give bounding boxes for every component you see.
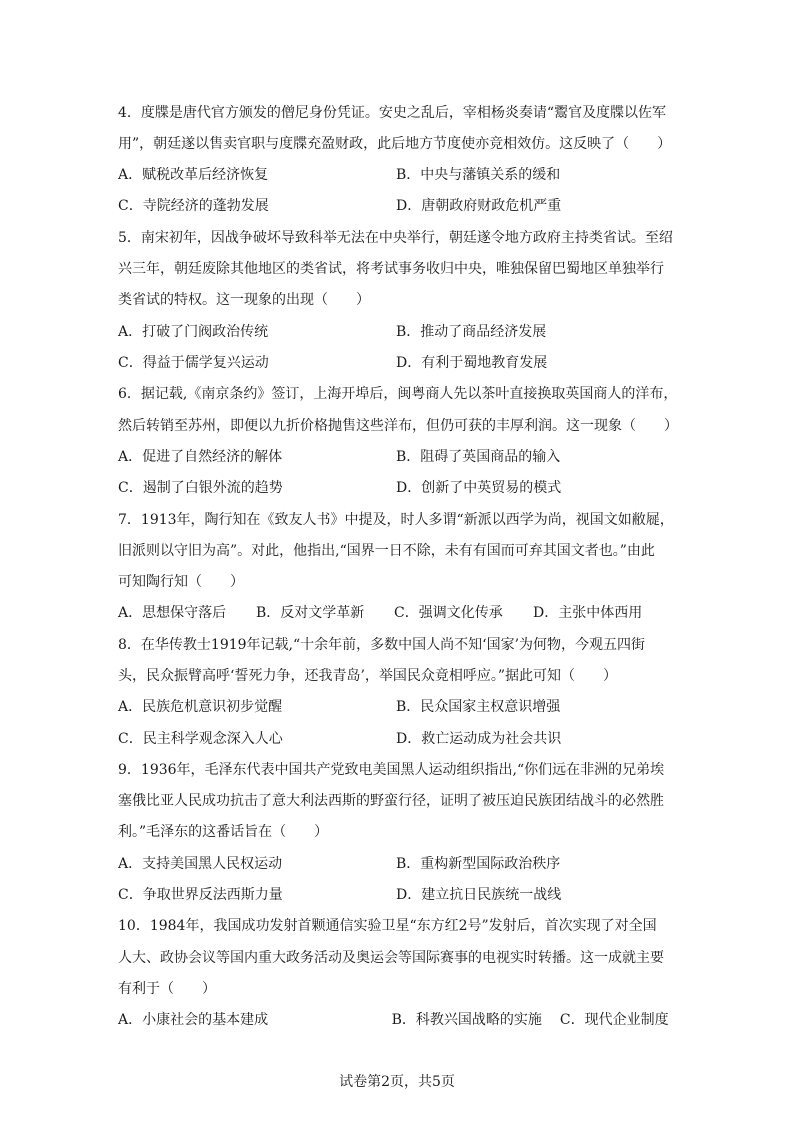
question-stem-line: 有利于（ ） <box>118 980 216 997</box>
question-7 <box>118 505 678 630</box>
option-a[interactable]: A．赋税改革后经济恢复 <box>118 167 269 184</box>
options-row <box>118 473 678 504</box>
option-a[interactable]: A．思想保守落后 <box>118 605 227 622</box>
option-a[interactable]: A．支持美国黑人民权运动 <box>118 855 283 872</box>
option-c[interactable]: C．寺院经济的蓬勃发展 <box>118 198 269 215</box>
option-b[interactable]: B．科教兴国战略的实施 <box>391 1012 542 1029</box>
question-6 <box>118 379 678 504</box>
option-b[interactable]: B．重构新型国际政治秩序 <box>396 855 561 872</box>
option-c[interactable]: C．民主科学观念深入人心 <box>118 730 283 747</box>
question-5 <box>118 223 678 379</box>
options-row <box>118 880 678 911</box>
options-row <box>118 317 678 348</box>
option-c[interactable]: C．强调文化传承 <box>394 605 503 622</box>
question-stem-line: 塞俄比亚人民成功抗击了意大利法西斯的野蛮行径，证明了被压迫民族团结战斗的必然胜 <box>118 793 664 810</box>
question-stem-line: 然后转销至苏州，即便以九折价格抛售这些洋布，但仍可获的丰厚利润。这一现象（ ） <box>118 417 678 434</box>
question-stem-line: 7．1913年，陶行知在《致友人书》中提及，时人多谓“新派以西学为尚，视国文如敝屣， <box>118 511 674 528</box>
option-d[interactable]: D．有利于蜀地教育发展 <box>396 354 548 371</box>
option-c[interactable]: C．争取世界反法西斯力量 <box>118 887 283 904</box>
option-d[interactable]: D．主张中体西用 <box>533 605 643 622</box>
question-stem-line: 6．据记载,《南京条约》签订，上海开埠后，闽粤商人先以茶叶直接换取英国商人的洋布， <box>118 386 678 403</box>
option-b[interactable]: B．推动了商品经济发展 <box>396 323 547 340</box>
options-row <box>118 598 678 629</box>
question-stem-line: 9．1936年，毛泽东代表中国共产党致电美国黑人运动组织指出,“你们远在非洲的兄弟埃 <box>118 761 665 778</box>
option-b[interactable]: B．阻碍了英国商品的输入 <box>396 448 561 465</box>
option-d[interactable]: D．建立抗日民族统一战线 <box>396 887 562 904</box>
question-stem-line: 8．在华传教士1919年记载,“十余年前，多数中国人尚不知‘国家’为何物，今观五四街 <box>118 636 646 653</box>
question-10 <box>118 911 678 1036</box>
page-footer: 试卷第2页，共5页 <box>339 1074 455 1090</box>
option-d[interactable]: D．创新了中英贸易的模式 <box>396 480 562 497</box>
option-c[interactable]: C．现代企业制度 <box>559 1012 669 1029</box>
question-stem-line: 5．南宋初年，因战争破坏导致科举无法在中央举行，朝廷遂令地方政府主持类省试。至绍 <box>118 229 673 246</box>
option-a[interactable]: A．促进了自然经济的解体 <box>118 448 283 465</box>
question-stem-line: 4．度牒是唐代官方颁发的僧尼身份凭证。安史之乱后，宰相杨炎奏请“鬻官及度牒以佐军 <box>118 104 667 121</box>
question-stem-line: 利。”毛泽东的这番话旨在（ ） <box>118 824 329 841</box>
question-stem-line: 头，民众振臂高呼‘誓死力争，还我青岛’，举国民众竟相呼应。”据此可知（ ） <box>118 667 618 684</box>
question-stem-line: 可知陶行知（ ） <box>118 574 244 591</box>
option-b[interactable]: B．反对文学革新 <box>256 605 365 622</box>
option-d[interactable]: D．唐朝政府财政危机严重 <box>396 198 562 215</box>
options-row <box>118 692 678 723</box>
options-row <box>118 348 678 379</box>
question-stem-line: 用”，朝廷遂以售卖官职与度牒充盈财政，此后地方节度使亦竞相效仿。这反映了（ ） <box>118 135 672 152</box>
question-stem-line: 类省试的特权。这一现象的出现（ ） <box>118 292 370 309</box>
option-a[interactable]: A．民族危机意识初步觉醒 <box>118 699 283 716</box>
question-stem-line: 人大、政协会议等国内重大政务活动及奥运会等国际赛事的电视实时转播。这一成就主要 <box>118 949 664 966</box>
options-row <box>118 1005 678 1036</box>
options-row <box>118 724 678 755</box>
options-row <box>118 849 678 880</box>
option-a[interactable]: A．打破了门阀政治传统 <box>118 323 269 340</box>
question-stem-line: 10．1984年，我国成功发射首颗通信实验卫星“东方红2号”发射后，首次实现了对全国 <box>118 918 657 935</box>
option-c[interactable]: C．遏制了白银外流的趋势 <box>118 480 283 497</box>
option-c[interactable]: C．得益于儒学复兴运动 <box>118 354 269 371</box>
option-d[interactable]: D．救亡运动成为社会共识 <box>396 730 562 747</box>
options-row <box>118 191 678 222</box>
question-9 <box>118 755 678 911</box>
question-stem-line: 兴三年，朝廷废除其他地区的类省试，将考试事务收归中央，唯独保留巴蜀地区单独举行 <box>118 261 664 278</box>
question-8 <box>118 630 678 755</box>
option-b[interactable]: B．中央与藩镇关系的缓和 <box>396 167 561 184</box>
options-row <box>118 442 678 473</box>
options-row <box>118 160 678 191</box>
option-a[interactable]: A．小康社会的基本建成 <box>118 1012 269 1029</box>
option-b[interactable]: B．民众国家主权意识增强 <box>396 699 561 716</box>
question-stem-line: 旧派则以守旧为高”。对此，他指出,“国界一日不除，未有有国而可弃其国文者也。”由此 <box>118 542 655 559</box>
question-4 <box>118 98 678 223</box>
